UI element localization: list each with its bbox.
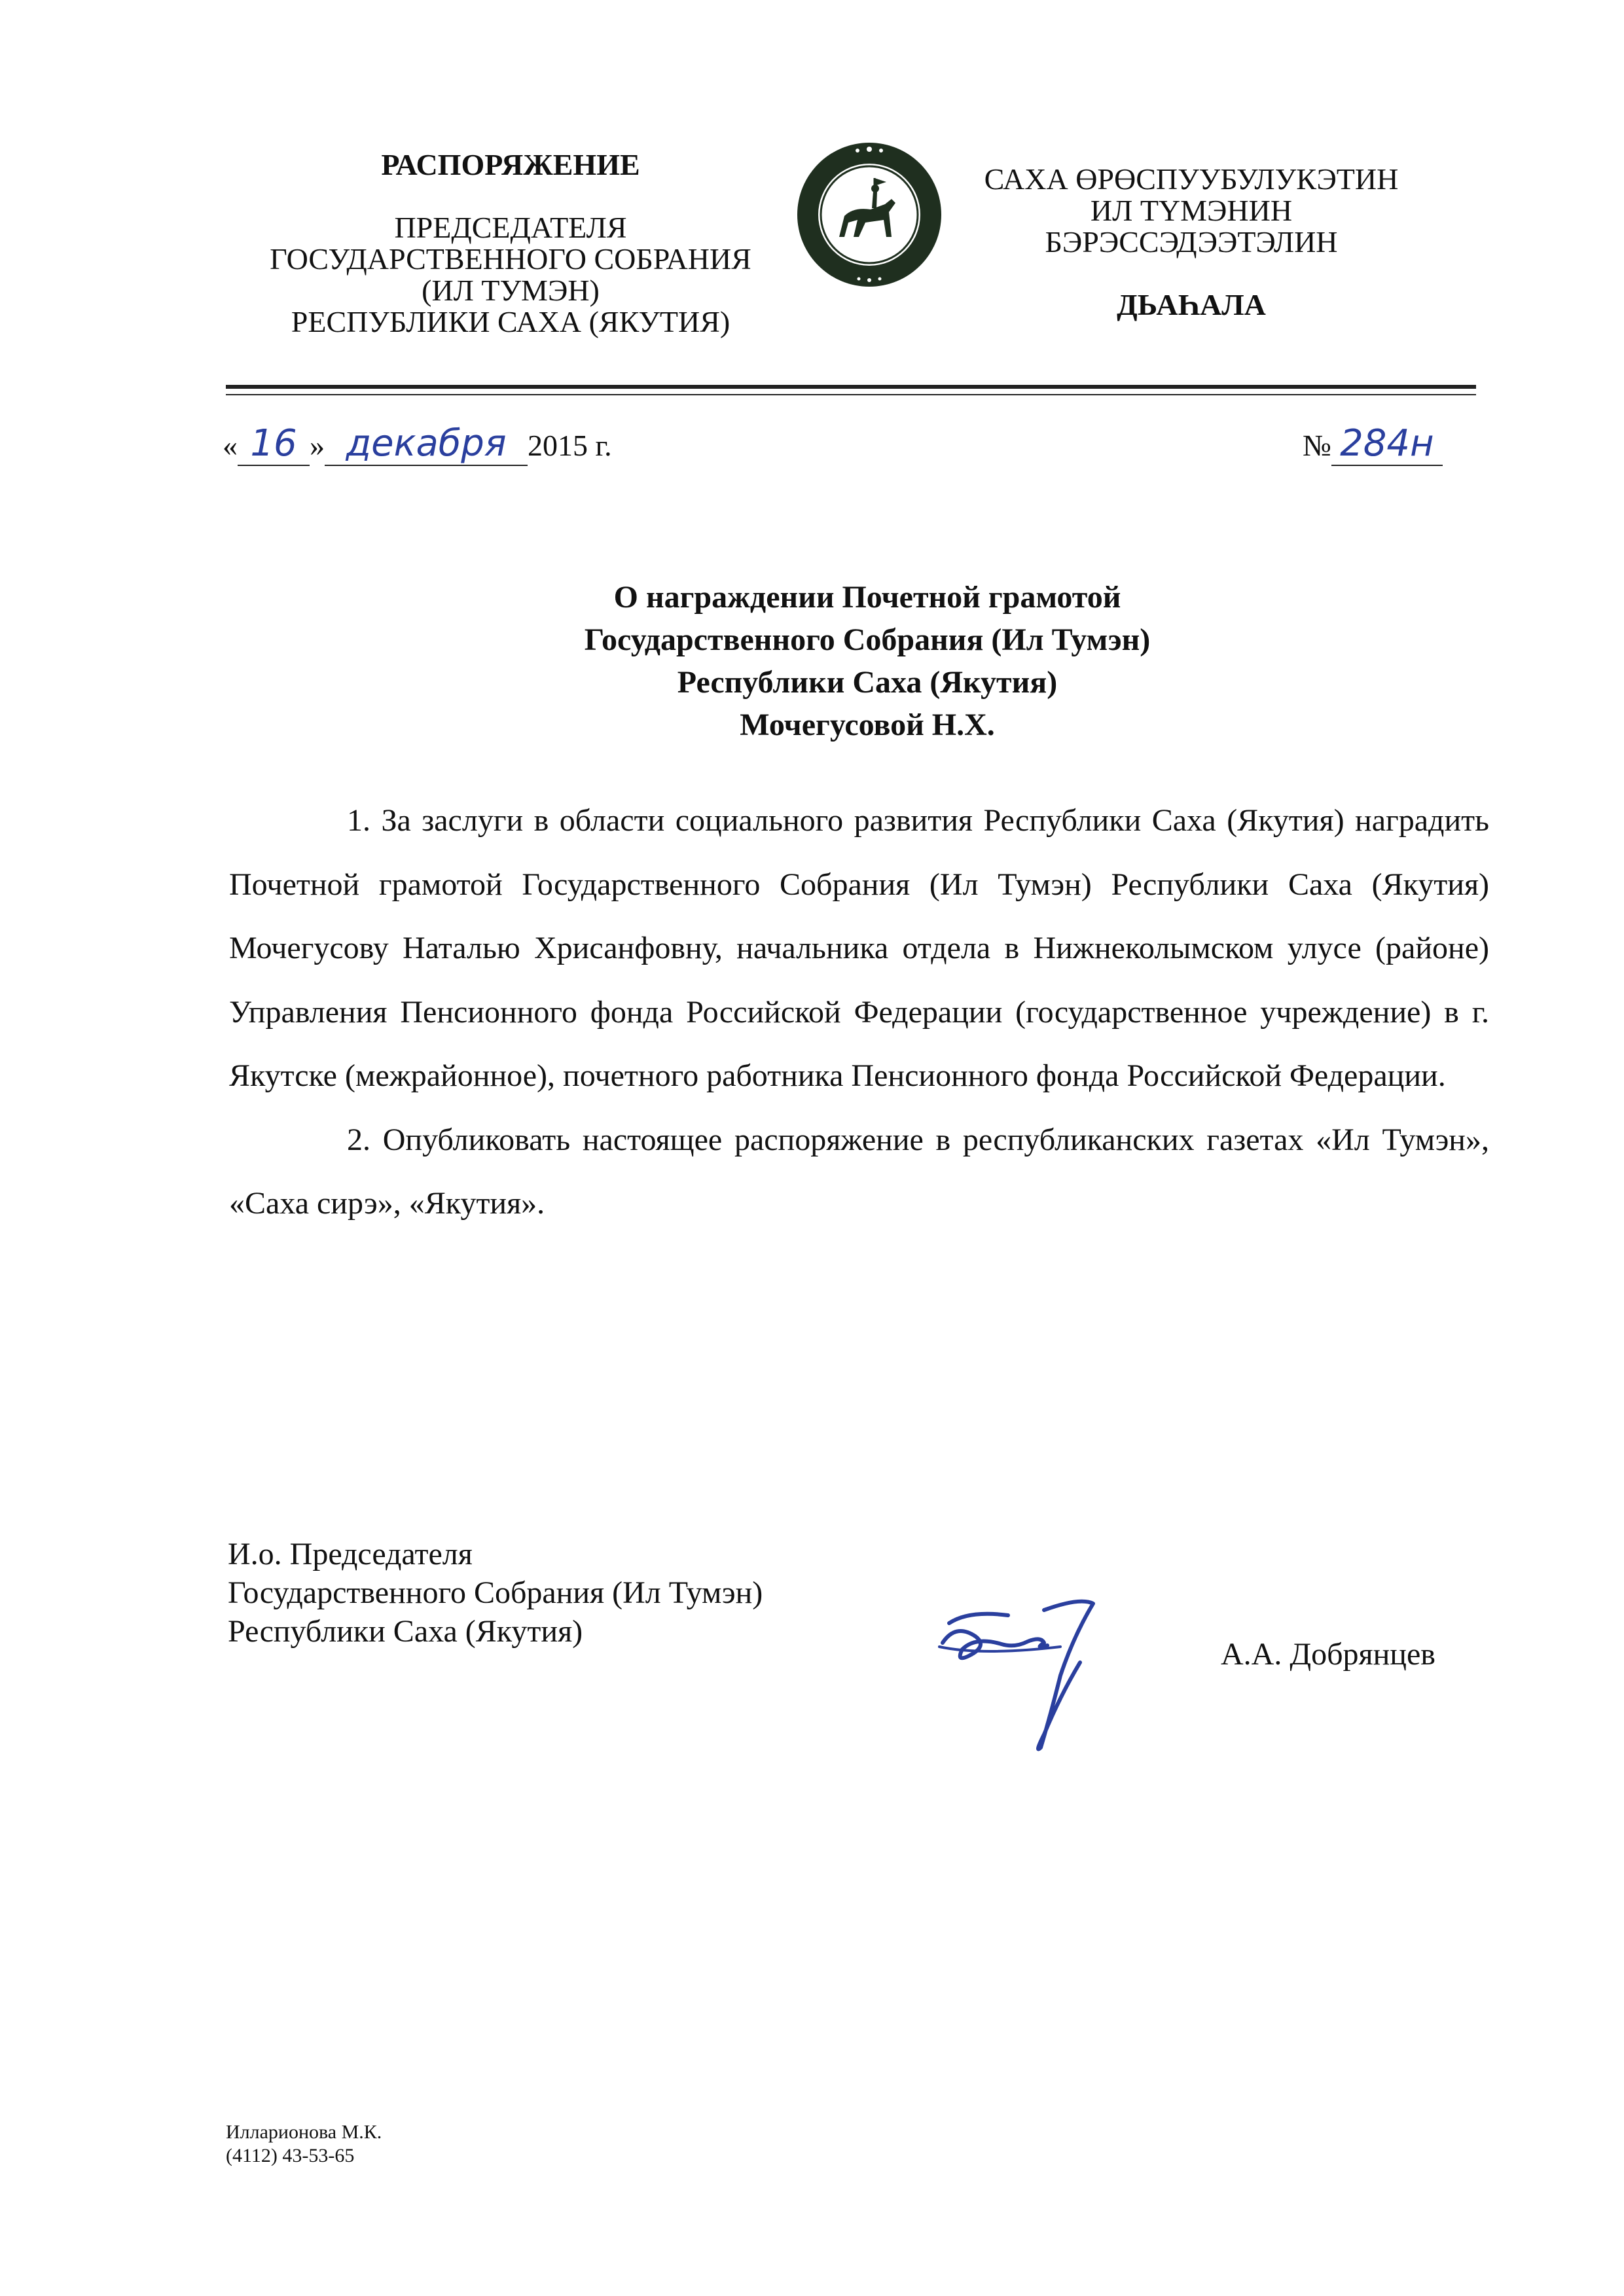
header-divider-thick [226, 385, 1476, 389]
header-right-line: ИЛ ТҮМЭНИН [1090, 194, 1293, 227]
body-paragraph-2: 2. Опубликовать настоящее распоряжение в республиканских газетах «Ил Тумэн», «Саха сирэ», «Якутия». [229, 1122, 1489, 1221]
executor-phone: (4112) 43-53-65 [226, 2145, 355, 2166]
header-left-line: ГОСУДАРСТВЕННОГО СОБРАНИЯ [270, 242, 751, 276]
header-left-line: РЕСПУБЛИКИ САХА (ЯКУТИЯ) [291, 305, 731, 338]
signatory-line: Республики Саха (Якутия) [228, 1614, 583, 1649]
header-left-line: ПРЕДСЕДАТЕЛЯ [394, 211, 627, 244]
document-body [229, 789, 1489, 1236]
document-date [223, 422, 612, 466]
executor-info [226, 2121, 382, 2168]
header-right-block [962, 164, 1420, 321]
executor-name: Илларионова М.К. [226, 2121, 382, 2143]
title-line: Государственного Собрания (Ил Тумэн) [584, 622, 1151, 657]
document-number [1303, 422, 1443, 466]
header-right-line: БЭРЭССЭДЭЭТЭЛИН [1045, 225, 1338, 259]
body-paragraph-1: 1. За заслуги в области социального развития Республики Саха (Якутия) наградить Почетной грамотой Государственного Собрания (Ил Тумэн) Республики Саха (Якутия) Мочегусову Наталью Хрисанфовну, начальника отдела в Нижнеколымском улусе (районе) Управления Пенсионного фонда Российской Федерации (государственное учреждение) в г. Якутске (межрайонное), почетного работника Пенсионного фонда Российской Федерации. [229, 803, 1489, 1093]
state-emblem-icon [793, 139, 945, 291]
title-line: Республики Саха (Якутия) [677, 665, 1058, 700]
number-value: 284н [1340, 422, 1434, 465]
date-month: декабря [346, 422, 507, 465]
signatory-line: И.о. Председателя [228, 1537, 473, 1571]
document-title [223, 576, 1512, 746]
signatory-position [228, 1535, 763, 1651]
signatory-line: Государственного Собрания (Ил Тумэн) [228, 1575, 763, 1610]
date-day: 16 [250, 422, 297, 465]
handwritten-signature-icon [929, 1584, 1139, 1767]
header-left-line: (ИЛ ТУМЭН) [422, 274, 600, 307]
signatory-name: А.А. Добрянцев [1221, 1637, 1435, 1672]
header-right-line: САХА ӨРӨСПУУБУЛУКЭТИН [984, 162, 1399, 196]
order-title-sah: ДЬАҺАЛА [1117, 288, 1266, 321]
title-line: Мочегусовой Н.Х. [740, 708, 995, 742]
date-open-quote: « [223, 429, 238, 462]
header-divider-thin [226, 394, 1476, 395]
date-close-quote: » [310, 429, 325, 462]
order-title-ru: РАСПОРЯЖЕНИЕ [381, 148, 640, 181]
number-prefix: № [1303, 429, 1331, 462]
header-left-block [223, 149, 799, 338]
date-year: 2015 г. [528, 429, 612, 462]
title-line: О награждении Почетной грамотой [613, 580, 1121, 615]
